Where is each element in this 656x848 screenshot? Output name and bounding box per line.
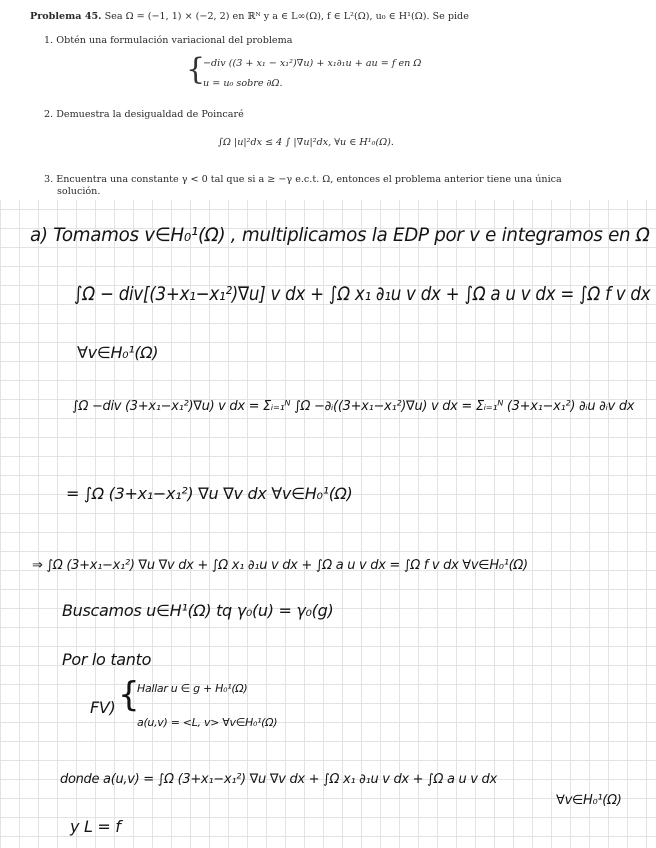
handwritten-line-9b: ∀v∈H₀¹(Ω): [556, 793, 622, 808]
problem-header: [30, 11, 469, 22]
item-1-equation-1: −div ((3 + x₁ − x₁²)∇u) + x₁∂₁u + au = f en Ω: [203, 58, 422, 69]
item-2-text: 2. Demuestra la desigualdad de Poincaré: [44, 109, 244, 120]
handwritten-line-4: ∫Ω −div (3+x₁−x₁²)∇u) v dx = Σᵢ₌₁ᴺ ∫Ω −∂ᵢ((3+x₁−x₁²)∇u) v dx = Σᵢ₌₁ᴺ (3+x₁−x₁²) ∂ᵢu ∂ᵢv dx: [72, 399, 635, 414]
handwritten-line-8: Por lo tanto: [62, 650, 152, 669]
printed-problem-statement: [0, 0, 656, 200]
item-1-equation-2: u = u₀ sobre ∂Ω.: [203, 78, 283, 89]
handwritten-line-6: ⇒ ∫Ω (3+x₁−x₁²) ∇u ∇v dx + ∫Ω x₁ ∂₁u v dx + ∫Ω a u v dx = ∫Ω f v dx ∀v∈H₀¹(Ω): [32, 558, 528, 573]
fv-line-1: Hallar u ∈ g + H₀¹(Ω): [137, 682, 248, 695]
problem-heading: Problema 45.: [30, 11, 102, 22]
handwritten-line-1: a) Tomamos v∈H₀¹(Ω) , multiplicamos la EDP por v e integramos en Ω: [30, 224, 650, 246]
problem-statement: Sea Ω = (−1, 1) × (−2, 2) en ℝᴺ y a ∈ L∞(Ω), f ∈ L²(Ω), u₀ ∈ H¹(Ω). Se pide: [104, 11, 469, 22]
fv-label: FV): [90, 698, 116, 717]
item-1-text: 1. Obtén una formulación variacional del problema: [44, 35, 293, 46]
fv-brace: {: [118, 675, 140, 715]
item-3-text-cont: solución.: [57, 186, 101, 197]
handwritten-line-7: Buscamos u∈H¹(Ω) tq γ₀(u) = γ₀(g): [62, 601, 334, 620]
handwritten-line-10: y L = f: [70, 817, 121, 836]
item-2-equation: ∫Ω |u|²dx ≤ 4 ∫ |∇u|²dx, ∀u ∈ H¹₀(Ω).: [218, 137, 394, 148]
item-3-text: 3. Encuentra una constante γ < 0 tal que si a ≥ −γ e.c.t. Ω, entonces el problema anterior tiene una única: [44, 174, 562, 185]
fv-line-2: a(u,v) = <L, v> ∀v∈H₀¹(Ω): [137, 716, 278, 729]
handwritten-line-9: donde a(u,v) = ∫Ω (3+x₁−x₁²) ∇u ∇v dx + ∫Ω x₁ ∂₁u v dx + ∫Ω a u v dx: [60, 772, 497, 787]
system-brace: {: [186, 52, 206, 87]
handwritten-line-3: ∀v∈H₀¹(Ω): [77, 343, 159, 362]
handwritten-line-2: ∫Ω − div[(3+x₁−x₁²)∇u] v dx + ∫Ω x₁ ∂₁u v dx + ∫Ω a u v dx = ∫Ω f v dx: [74, 283, 651, 305]
handwritten-line-5: = ∫Ω (3+x₁−x₁²) ∇u ∇v dx ∀v∈H₀¹(Ω): [66, 484, 353, 503]
